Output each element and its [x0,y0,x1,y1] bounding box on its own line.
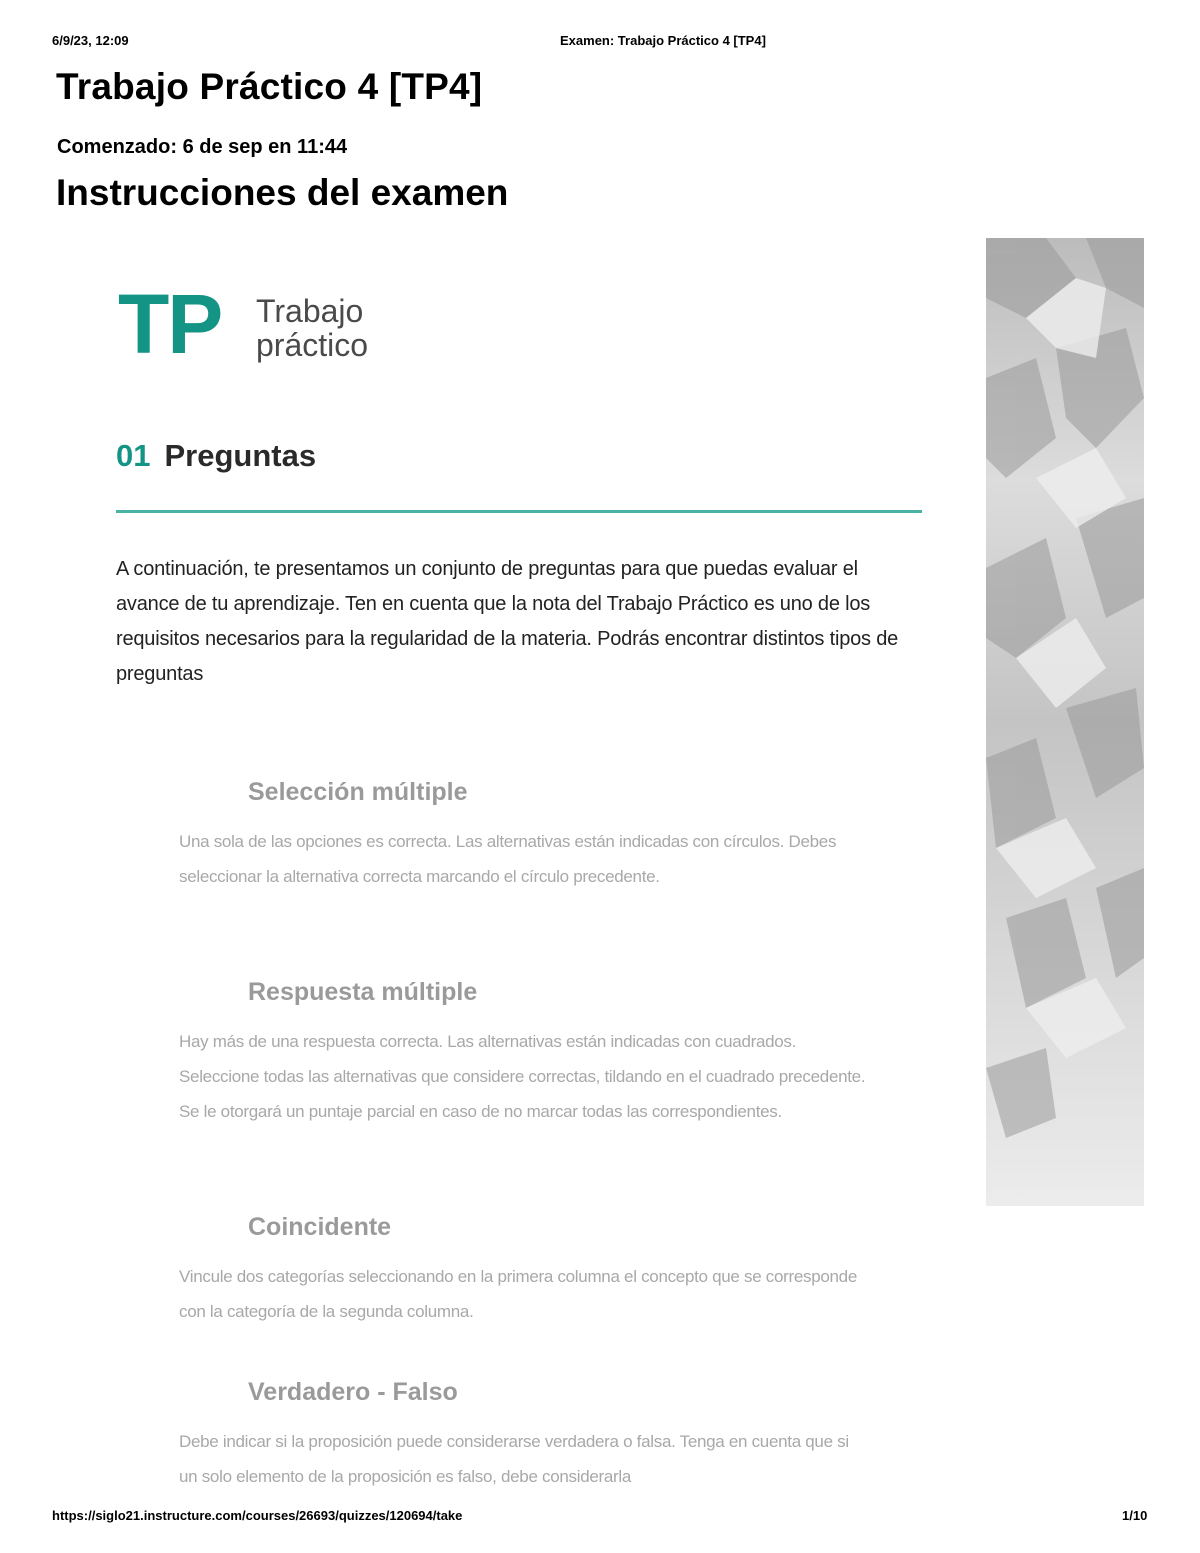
question-type-description: Una sola de las opciones es correcta. Las alternativas están indicadas con círculos. Debes seleccionar la alternativa correcta marcando el círculo precedente. [179,832,837,886]
section-divider [116,510,922,513]
instructions-title: Instrucciones del examen [56,172,509,213]
decorative-architecture-image [986,238,1144,1206]
logo-abbr: TP [118,277,222,371]
logo-line-1: Trabajo [256,293,364,329]
question-type-title: Respuesta múltiple [248,978,478,1006]
question-type-title: Verdadero - Falso [248,1378,458,1406]
print-page-title: Examen: Trabajo Práctico 4 [TP4] [560,33,766,48]
logo-text [256,294,368,362]
logo-line-2: práctico [256,327,369,363]
question-type-description: Vincule dos categorías seleccionando en la primera columna el concepto que se corresponde con la categoría de la segunda columna. [179,1267,857,1321]
intro-paragraph: A continuación, te presentamos un conjunto de preguntas para que puedas evaluar el avance de tu aprendizaje. Ten en cuenta que la nota del Trabajo Práctico es uno de los requisitos necesarios para la regularidad de la materia. Podrás encontrar distintos tipos de preguntas [116,558,899,685]
print-url: https://siglo21.instructure.com/courses/26693/quizzes/120694/take [52,1508,463,1523]
quiz-title: Trabajo Práctico 4 [TP4] [56,66,483,107]
started-info [57,136,347,159]
architecture-pattern [986,238,1144,1206]
section-name: Preguntas [164,438,317,473]
print-datetime: 6/9/23, 12:09 [52,33,129,48]
section-number: 01 [116,438,151,473]
started-label: Comenzado: [57,136,177,158]
print-page-number: 1/10 [1122,1508,1148,1523]
section-heading [116,438,316,474]
question-type-description: Hay más de una respuesta correcta. Las alternativas están indicadas con cuadrados. Seleccione todas las alternativas que considere correctas, tildando en el cuadrado precedente. Se le otorgará un puntaje parcial en caso de no marcar todas las correspondientes. [179,1032,866,1121]
question-type-title: Coincidente [248,1213,392,1241]
question-type-description: Debe indicar si la proposición puede considerarse verdadera o falsa. Tenga en cuenta que si un solo elemento de la proposición es falso, debe considerarla [179,1432,849,1486]
started-value: 6 de sep en 11:44 [182,136,348,158]
question-type-title: Selección múltiple [248,778,468,806]
